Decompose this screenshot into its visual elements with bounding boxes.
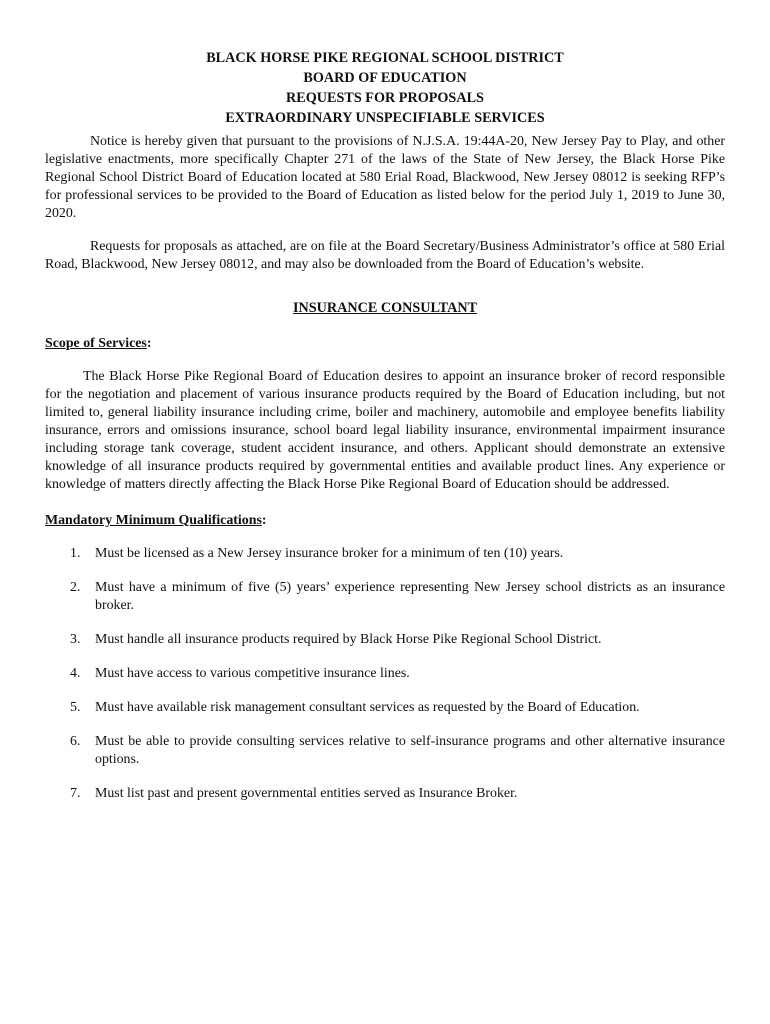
- list-item-text: Must list past and present governmental entities served as Insurance Broker.: [95, 786, 518, 801]
- header-services-title: EXTRAORDINARY UNSPECIFIABLE SERVICES: [225, 110, 545, 126]
- requests-paragraph: Requests for proposals as attached, are on file at the Board Secretary/Business Administrator’s office at 580 Erial Road, Blackwood, New Jersey 08012, and may also be downloaded from the Board of Education’s website.: [45, 239, 725, 272]
- list-item-text: Must have access to various competitive insurance lines.: [95, 666, 410, 681]
- list-item-number: 5.: [70, 700, 81, 715]
- list-item: [45, 631, 725, 649]
- qualifications-heading-text: Mandatory Minimum Qualifications: [45, 513, 262, 528]
- notice-paragraph: Notice is hereby given that pursuant to the provisions of N.J.S.A. 19:44A-20, New Jersey Pay to Play, and other legislative enactments, more specifically Chapter 271 of the laws of the State of New Jersey, the Black Horse Pike Regional School District Board of Education located at 580 Erial Road, Blackwood, New Jersey 08012 is seeking RFP’s for professional services to be provided to the Board of Education as listed below for the period July 1, 2019 to June 30, 2020.: [45, 134, 725, 221]
- header-board-name: BOARD OF EDUCATION: [303, 70, 467, 86]
- scope-heading: [45, 335, 725, 353]
- list-item: [45, 545, 725, 563]
- list-item-number: 3.: [70, 632, 81, 647]
- list-item-text: Must be able to provide consulting services relative to self-insurance programs and other alternative insurance options.: [95, 734, 725, 767]
- qualifications-heading-colon: :: [261, 513, 267, 528]
- qualifications-heading: [45, 512, 725, 530]
- document-page: [45, 48, 725, 803]
- list-item: [45, 579, 725, 615]
- list-item: [45, 699, 725, 717]
- scope-heading-text: Scope of Services: [45, 336, 147, 351]
- list-item-number: 1.: [70, 546, 81, 561]
- list-item-text: Must have available risk management consultant services as requested by the Board of Education.: [95, 700, 640, 715]
- list-item: [45, 665, 725, 683]
- document-header: [45, 48, 725, 128]
- list-item-number: 4.: [70, 666, 81, 681]
- section-title: INSURANCE CONSULTANT: [292, 300, 478, 316]
- list-item: [45, 785, 725, 803]
- list-item: [45, 733, 725, 769]
- list-item-number: 2.: [70, 580, 81, 595]
- scope-heading-colon: :: [146, 336, 152, 351]
- header-rfp-title: REQUESTS FOR PROPOSALS: [286, 90, 484, 106]
- qualifications-list: [45, 545, 725, 803]
- header-district-name: BLACK HORSE PIKE REGIONAL SCHOOL DISTRICT: [206, 50, 564, 66]
- list-item-text: Must handle all insurance products required by Black Horse Pike Regional School District.: [95, 632, 602, 647]
- list-item-text: Must be licensed as a New Jersey insurance broker for a minimum of ten (10) years.: [95, 546, 564, 561]
- scope-paragraph: The Black Horse Pike Regional Board of Education desires to appoint an insurance broker of record responsible for the negotiation and placement of various insurance products required by the Board of Education including, but not limited to, general liability insurance including crime, boiler and machinery, automobile and employee benefits liability insurance, errors and omissions insurance, school board legal liability insurance, environmental impairment insurance including storage tank coverage, student accident insurance, and others. Applicant should demonstrate an extensive knowledge of all insurance products required by governmental entities and available product lines. Any experience or knowledge of matters directly affecting the Black Horse Pike Regional Board of Education should be addressed.: [45, 369, 725, 492]
- list-item-text: Must have a minimum of five (5) years’ experience representing New Jersey school districts as an insurance broker.: [95, 580, 725, 613]
- list-item-number: 7.: [70, 786, 81, 801]
- list-item-number: 6.: [70, 734, 81, 749]
